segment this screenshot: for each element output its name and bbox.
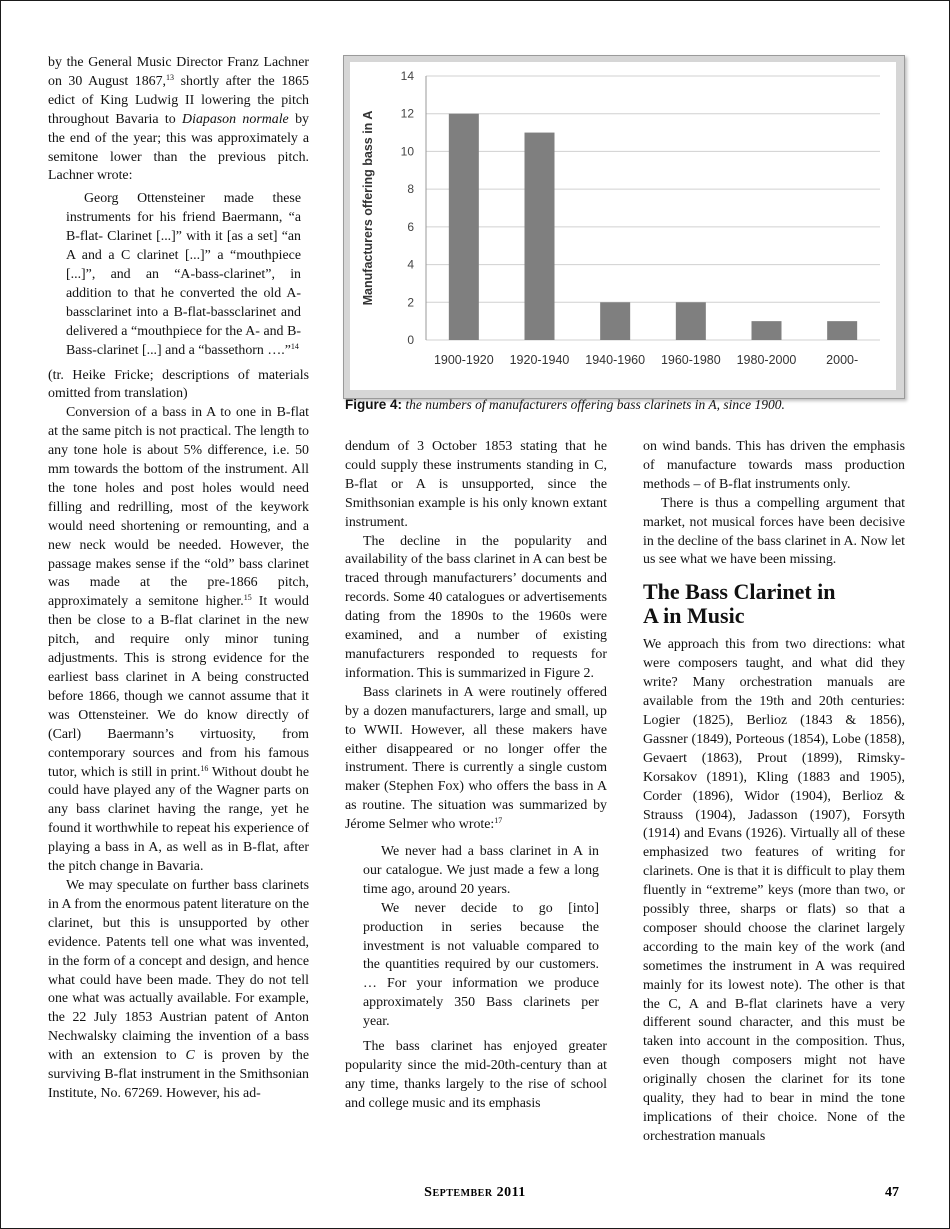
paragraph bbox=[643, 438, 905, 495]
text-run: Bass clarinets in A were routinely offered by a dozen manufacturers, large and small, up to WWII. However, all these makers have either disappeared or no longer offer the instrument. There is currently a single custom maker (Stephen Fox) who offers the bass in A as routine. The situation was summarized by Jérome Selmer who wrote: bbox=[345, 684, 607, 833]
caption-label: Figure 4: bbox=[345, 397, 403, 412]
bar bbox=[752, 321, 782, 340]
bar-chart bbox=[350, 62, 896, 390]
y-tick-label: 8 bbox=[407, 182, 414, 197]
footer-date: September 2011 bbox=[424, 1185, 526, 1200]
paragraph bbox=[643, 636, 905, 1146]
quote-paragraph bbox=[363, 843, 599, 900]
bar bbox=[449, 114, 479, 340]
column-right bbox=[643, 438, 905, 1147]
y-tick-label: 2 bbox=[407, 295, 414, 310]
paragraph bbox=[345, 438, 607, 533]
text-run: It would then be close to a B-flat clarinet in the new pitch, and require only minor tuning adjustments. This is strong evidence for the earliest bass clarinet in A being constructed before 1866, though we cannot assume that it was Ottensteiner. We do know directly of (Carl) Baermann’s virtuosity, from contemporary sources and from his famous tutor, which is still in print. bbox=[48, 594, 309, 780]
y-tick-label: 4 bbox=[407, 257, 414, 272]
bar bbox=[600, 302, 630, 340]
quote-text: We never decide to go [into] production in series because the investment is not valuable compared to the quantities required by our customers. … For your information we produce approximately 350 Bass clarinets per year. bbox=[363, 900, 599, 1030]
bar bbox=[827, 321, 857, 340]
paragraph bbox=[48, 367, 309, 405]
text-run: by the General Music Director Franz Lachner on 30 August 1867, bbox=[48, 55, 309, 89]
translation-note: (tr. Heike Fricke; descriptions of materials omitted from translation) bbox=[48, 367, 309, 402]
text-run: by the end of the year; this was approximately a semitone lower than the previous pitch. Lachner wrote: bbox=[48, 111, 309, 184]
block-quote bbox=[363, 843, 607, 1032]
x-tick-label: 1980-2000 bbox=[736, 353, 797, 367]
column-middle bbox=[345, 438, 607, 1114]
footnote-ref: 16 bbox=[200, 763, 209, 773]
y-tick-label: 14 bbox=[400, 69, 414, 83]
quote-text: We never had a bass clarinet in A in our catalogue. We just made a few a long time ago, around 20 years. bbox=[363, 844, 599, 897]
text-run: Without doubt he could have played any of the Wagner parts on any bass clarinet having the range, yet he found it worthwhile to repeat his experience of playing a bass in A, as well as in B-flat, after the pitch change in Bavaria. bbox=[48, 764, 309, 875]
x-tick-label: 1920-1940 bbox=[509, 353, 570, 367]
caption-text: the numbers of manufacturers offering bass clarinets in A, since 1900. bbox=[402, 397, 785, 412]
paragraph bbox=[345, 1038, 607, 1114]
footnote-ref: 14 bbox=[290, 341, 299, 351]
paragraph bbox=[48, 54, 309, 186]
quote-text: Georg Ottensteiner made these instruments for his friend Baermann, “a B-flat- Clarinet [...]” with it [as a set] “an A and a C clarinet [...]” a “mouthpiece [...]”, and an “A-bass-clarinet”, in addition to that he converted the old A-bassclarinet into a B-flat-bassclarinet and delivered a “mouthpiece for the A- and B-Bass-clarinet [...] and a “bassethorn ….” bbox=[66, 191, 301, 358]
quote-paragraph bbox=[66, 190, 301, 360]
text-run: on wind bands. This has driven the emphasis of manufacture towards mass production methods – of B-flat instruments only. bbox=[643, 439, 905, 492]
emphasis: Diapason normale bbox=[182, 111, 289, 127]
footnote-ref: 17 bbox=[494, 816, 503, 826]
footnote-ref: 13 bbox=[166, 72, 175, 82]
y-tick-label: 0 bbox=[407, 333, 414, 347]
y-tick-label: 10 bbox=[400, 144, 414, 159]
chart-area bbox=[350, 62, 896, 390]
page-number: 47 bbox=[885, 1185, 899, 1200]
text-run: The bass clarinet has enjoyed greater popularity since the mid-20th-century than at any time, thanks largely to the rise of school and college music and its emphasis bbox=[345, 1039, 607, 1111]
emphasis: C bbox=[185, 1048, 195, 1064]
bar bbox=[525, 133, 555, 340]
y-tick-label: 12 bbox=[400, 106, 414, 121]
text-run: shortly after the 1865 edict of King Ludwig II lowering the pitch throughout Bavaria to bbox=[48, 73, 310, 127]
text-run: We approach this from two directions: what were composers taught, and what did they write? Many orchestration manuals are available from the 19th and 20th centuries: Logier (1825), Berlioz (1843 & 1856), Gassner (1849), Porteous (1854), Lobe (1858), Gevaert (1863), Prout (1899), Rimsky-Korsakov (1891), Kling (1883 and 1905), Corder (1896), Widor (1904), Berlioz & Strauss (1904), Jadasson (1907), Forsyth (1914) and Evans (1926). Virtually all of these emphasized two features of writing for clarinets. One is that it is difficult to play them fluently in “extreme” keys (more than two, or possibly three, sharps or flats) so that a composer should choose the clarinet largely according to the main key of the work (and sometimes the instrument in A was required mainly for its lowest note). The other is that the C, A and B-flat clarinets have a very different sound character, and this must be taken into account in the composition. Thus, even though composers might not have originally chosen the clarinet for its tone quality, they had to bear in mind the tone implications of their choice. None of the orchestration manuals bbox=[643, 637, 905, 1144]
text-run: We may speculate on further bass clarinets in A from the enormous patent literature on the clarinet, but this is unsupported by other evidence. Patents tell one what was invented, in the form of a concept and design, and hence what could have been made. They do not tell one what was actually available. For example, the 22 July 1853 Austrian patent of Anton Nechwalsky claiming the invention of a bass with an extension to bbox=[48, 877, 309, 1064]
y-axis-label: Manufacturers offering bass in A bbox=[361, 110, 375, 306]
text-run: There is thus a compelling argument that market, not musical forces have been decisive in the decline of the bass clarinet in A. Now let us see what we have been missing. bbox=[643, 495, 905, 568]
text-run: is proven by the surviving B-flat instrument in the Smithsonian Institute, No. 67269. However, his ad- bbox=[48, 1048, 309, 1101]
x-tick-label: 1900-1920 bbox=[433, 353, 494, 367]
quote-paragraph bbox=[363, 900, 599, 1032]
text-run: dendum of 3 October 1853 stating that he could supply these instruments standing in C, B-flat or A is unsupported, since the Smithsonian example is his only known extant instrument. bbox=[345, 439, 607, 530]
text-run: Conversion of a bass in A to one in B-flat at the same pitch is not practical. The length to any tone hole is about 5% difference, i.e. 50 mm towards the bottom of the instrument. All the tone holes and post holes would need filling and redrilling, most of the keywork would need shortening or remounting, and a new neck would be needed. However, the passage makes sense if the “old” bass clarinet was made at the pre-1866 pitch, approximately a semitone higher. bbox=[48, 405, 309, 610]
paragraph bbox=[48, 877, 309, 1104]
paragraph bbox=[345, 533, 607, 684]
heading-line: A in Music bbox=[643, 603, 745, 629]
footnote-ref: 15 bbox=[243, 593, 252, 603]
heading-line: The Bass Clarinet in bbox=[643, 579, 836, 605]
column-left bbox=[48, 54, 309, 1104]
figure-caption bbox=[345, 397, 905, 413]
bar bbox=[676, 302, 706, 340]
section-heading bbox=[643, 580, 905, 628]
paragraph bbox=[345, 684, 607, 835]
block-quote bbox=[66, 190, 309, 360]
paragraph bbox=[48, 404, 309, 877]
y-tick-label: 6 bbox=[407, 219, 414, 234]
paragraph bbox=[643, 495, 905, 571]
figure-frame bbox=[343, 55, 905, 399]
text-run: The decline in the popularity and availability of the bass clarinet in A can best be traced through manufacturers’ documents and records. Some 40 catalogues or advertisements dating from the 1890s to the 1960s were examined, and a number of existing manufacturers responded to requests for information. This is summarized in Figure 2. bbox=[345, 533, 607, 681]
x-tick-label: 1960-1980 bbox=[660, 353, 721, 367]
x-tick-label: 2000- bbox=[826, 353, 859, 367]
x-tick-label: 1940-1960 bbox=[585, 353, 646, 367]
